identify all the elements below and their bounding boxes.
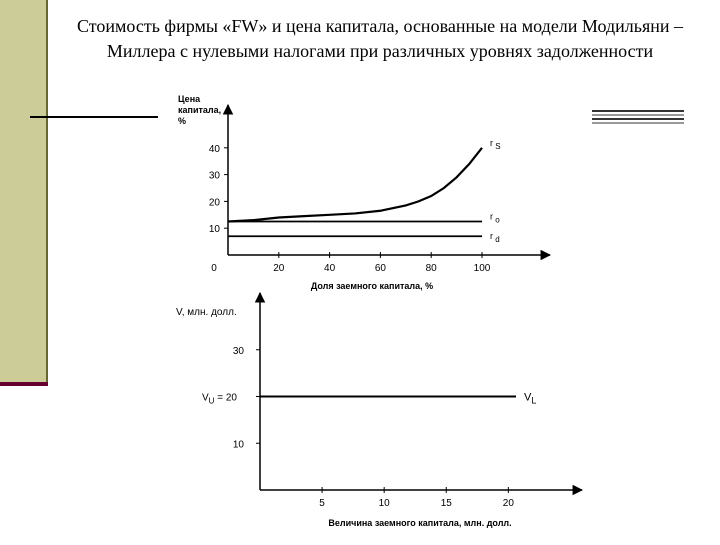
y-axis-label-line: % (178, 116, 187, 126)
x-tick-label: 20 (502, 498, 514, 509)
x-tick-label: 0 (211, 263, 217, 274)
series-label-vl: $V_L$ (524, 391, 537, 406)
series-label: r o (490, 211, 500, 225)
y-axis-label-line: Цена (178, 94, 201, 104)
x-tick-label: 15 (440, 498, 452, 509)
y-axis-label-line: капитала, (178, 105, 222, 115)
y-tick-label: 10 (208, 224, 220, 236)
x-tick-label: 5 (319, 498, 325, 509)
x-tick-label: 60 (374, 263, 386, 274)
y-tick-label: 20 (208, 197, 220, 209)
y-axis-label: V, млн. долл. (176, 307, 237, 318)
title-rule-right (590, 110, 684, 126)
y-axis-label (178, 94, 221, 126)
side-accent-bar (0, 0, 46, 382)
x-tick-label: 40 (324, 263, 336, 274)
y-tick-label: 30 (232, 345, 244, 357)
chart-cost-of-capital (178, 94, 550, 291)
x-tick-label: 10 (378, 498, 390, 509)
series-line-S (228, 148, 482, 222)
title-rule-left (30, 116, 158, 118)
slide-title: Стоимость фирмы «FW» и цена капитала, основанные на модели Модильяни – Миллера с нулевыми налогами при различных уровнях задолженности (76, 16, 683, 61)
side-accent-line (46, 0, 48, 384)
x-axis-label: Доля заемного капитала, % (310, 281, 434, 291)
figure-panel (158, 93, 592, 540)
y-tick-label: 40 (208, 143, 220, 155)
charts-svg (158, 93, 592, 540)
x-tick-label: 80 (425, 263, 437, 274)
y-tick-label-vu: $V_U = 20$ (202, 392, 237, 406)
x-axis-label: Величина заемного капитала, млн. долл. (328, 518, 512, 528)
x-tick-label: 100 (473, 263, 491, 274)
y-tick-label: 10 (232, 439, 244, 451)
series-label: r d (490, 231, 500, 245)
side-accent-foot (0, 382, 48, 386)
series-label: r S (490, 137, 501, 151)
y-tick-label: 30 (208, 170, 220, 182)
chart-firm-value (176, 293, 582, 528)
x-tick-label: 20 (273, 263, 285, 274)
